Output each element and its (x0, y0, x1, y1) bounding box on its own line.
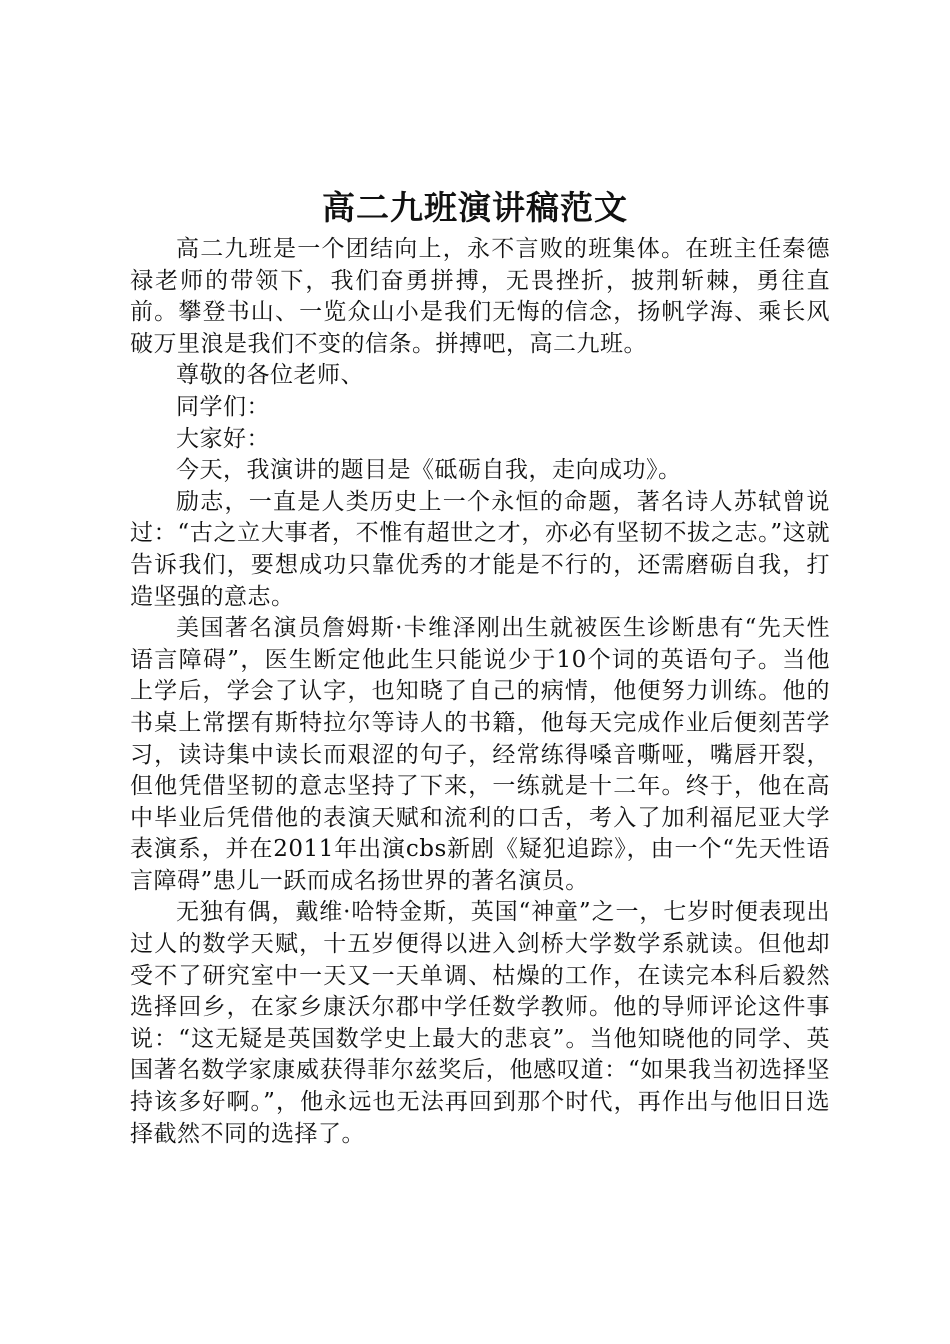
salutation-students: 同学们： (176, 393, 270, 420)
body-paragraph-1: 励志，一直是人类历史上一个永恒的命题，著名诗人苏轼曾说过：“古之立大事者，不惟有超世之才，亦必有坚韧不拔之志。”这就告诉我们，要想成功只靠优秀的才能是不行的，还需磨砺自我，打造坚强的意志。 (130, 488, 830, 610)
greeting: 大家好： (176, 425, 270, 452)
body-paragraph-3: 无独有偶，戴维·哈特金斯，英国“神童”之一，七岁时便表现出过人的数学天赋，十五岁便得以进入剑桥大学数学系就读。但他却受不了研究室中一天又一天单调、枯燥的工作，在读完本科后毅然选择回乡，在家乡康沃尔郡中学任数学教师。他的导师评论这件事说：“这无疑是英国数学史上最大的悲哀”。当他知晓他的同学、英国著名数学家康威获得菲尔兹奖后，他感叹道：“如果我当初选择坚持该多好啊。”，他永远也无法再回到那个时代，再作出与他旧日选择截然不同的选择了。 (130, 899, 830, 1147)
document-body (130, 234, 830, 1150)
body-paragraph-2: 美国著名演员詹姆斯·卡维泽刚出生就被医生诊断患有“先天性语言障碍”，医生断定他此生只能说少于10个词的英语句子。当他上学后，学会了认字，也知晓了自己的病情，他便努力训练。他的书桌上常摆有斯特拉尔等诗人的书籍，他每天完成作业后便刻苦学习，读诗集中读长而艰涩的句子，经常练得嗓音嘶哑，嘴唇开裂，但他凭借坚韧的意志坚持了下来，一练就是十二年。终于，他在高中毕业后凭借他的表演天赋和流利的口舌，考入了加利福尼亚大学表演系，并在2011年出演cbs新剧《疑犯追踪》，由一个“先天性语言障碍”患儿一跃而成名扬世界的著名演员。 (130, 615, 830, 894)
topic-paragraph: 今天，我演讲的题目是《砥砺自我，走向成功》。 (176, 457, 682, 484)
document-title: 高二九班演讲稿范文 (322, 188, 628, 227)
intro-paragraph: 高二九班是一个团结向上，永不言败的班集体。在班主任秦德禄老师的带领下，我们奋勇拼搏，无畏挫折，披荆斩棘，勇往直前。攀登书山、一览众山小是我们无悔的信念，扬帆学海、乘长风破万里浪是我们不变的信条。拼搏吧，高二九班。 (130, 236, 830, 357)
salutation-teachers: 尊敬的各位老师、 (176, 362, 364, 389)
